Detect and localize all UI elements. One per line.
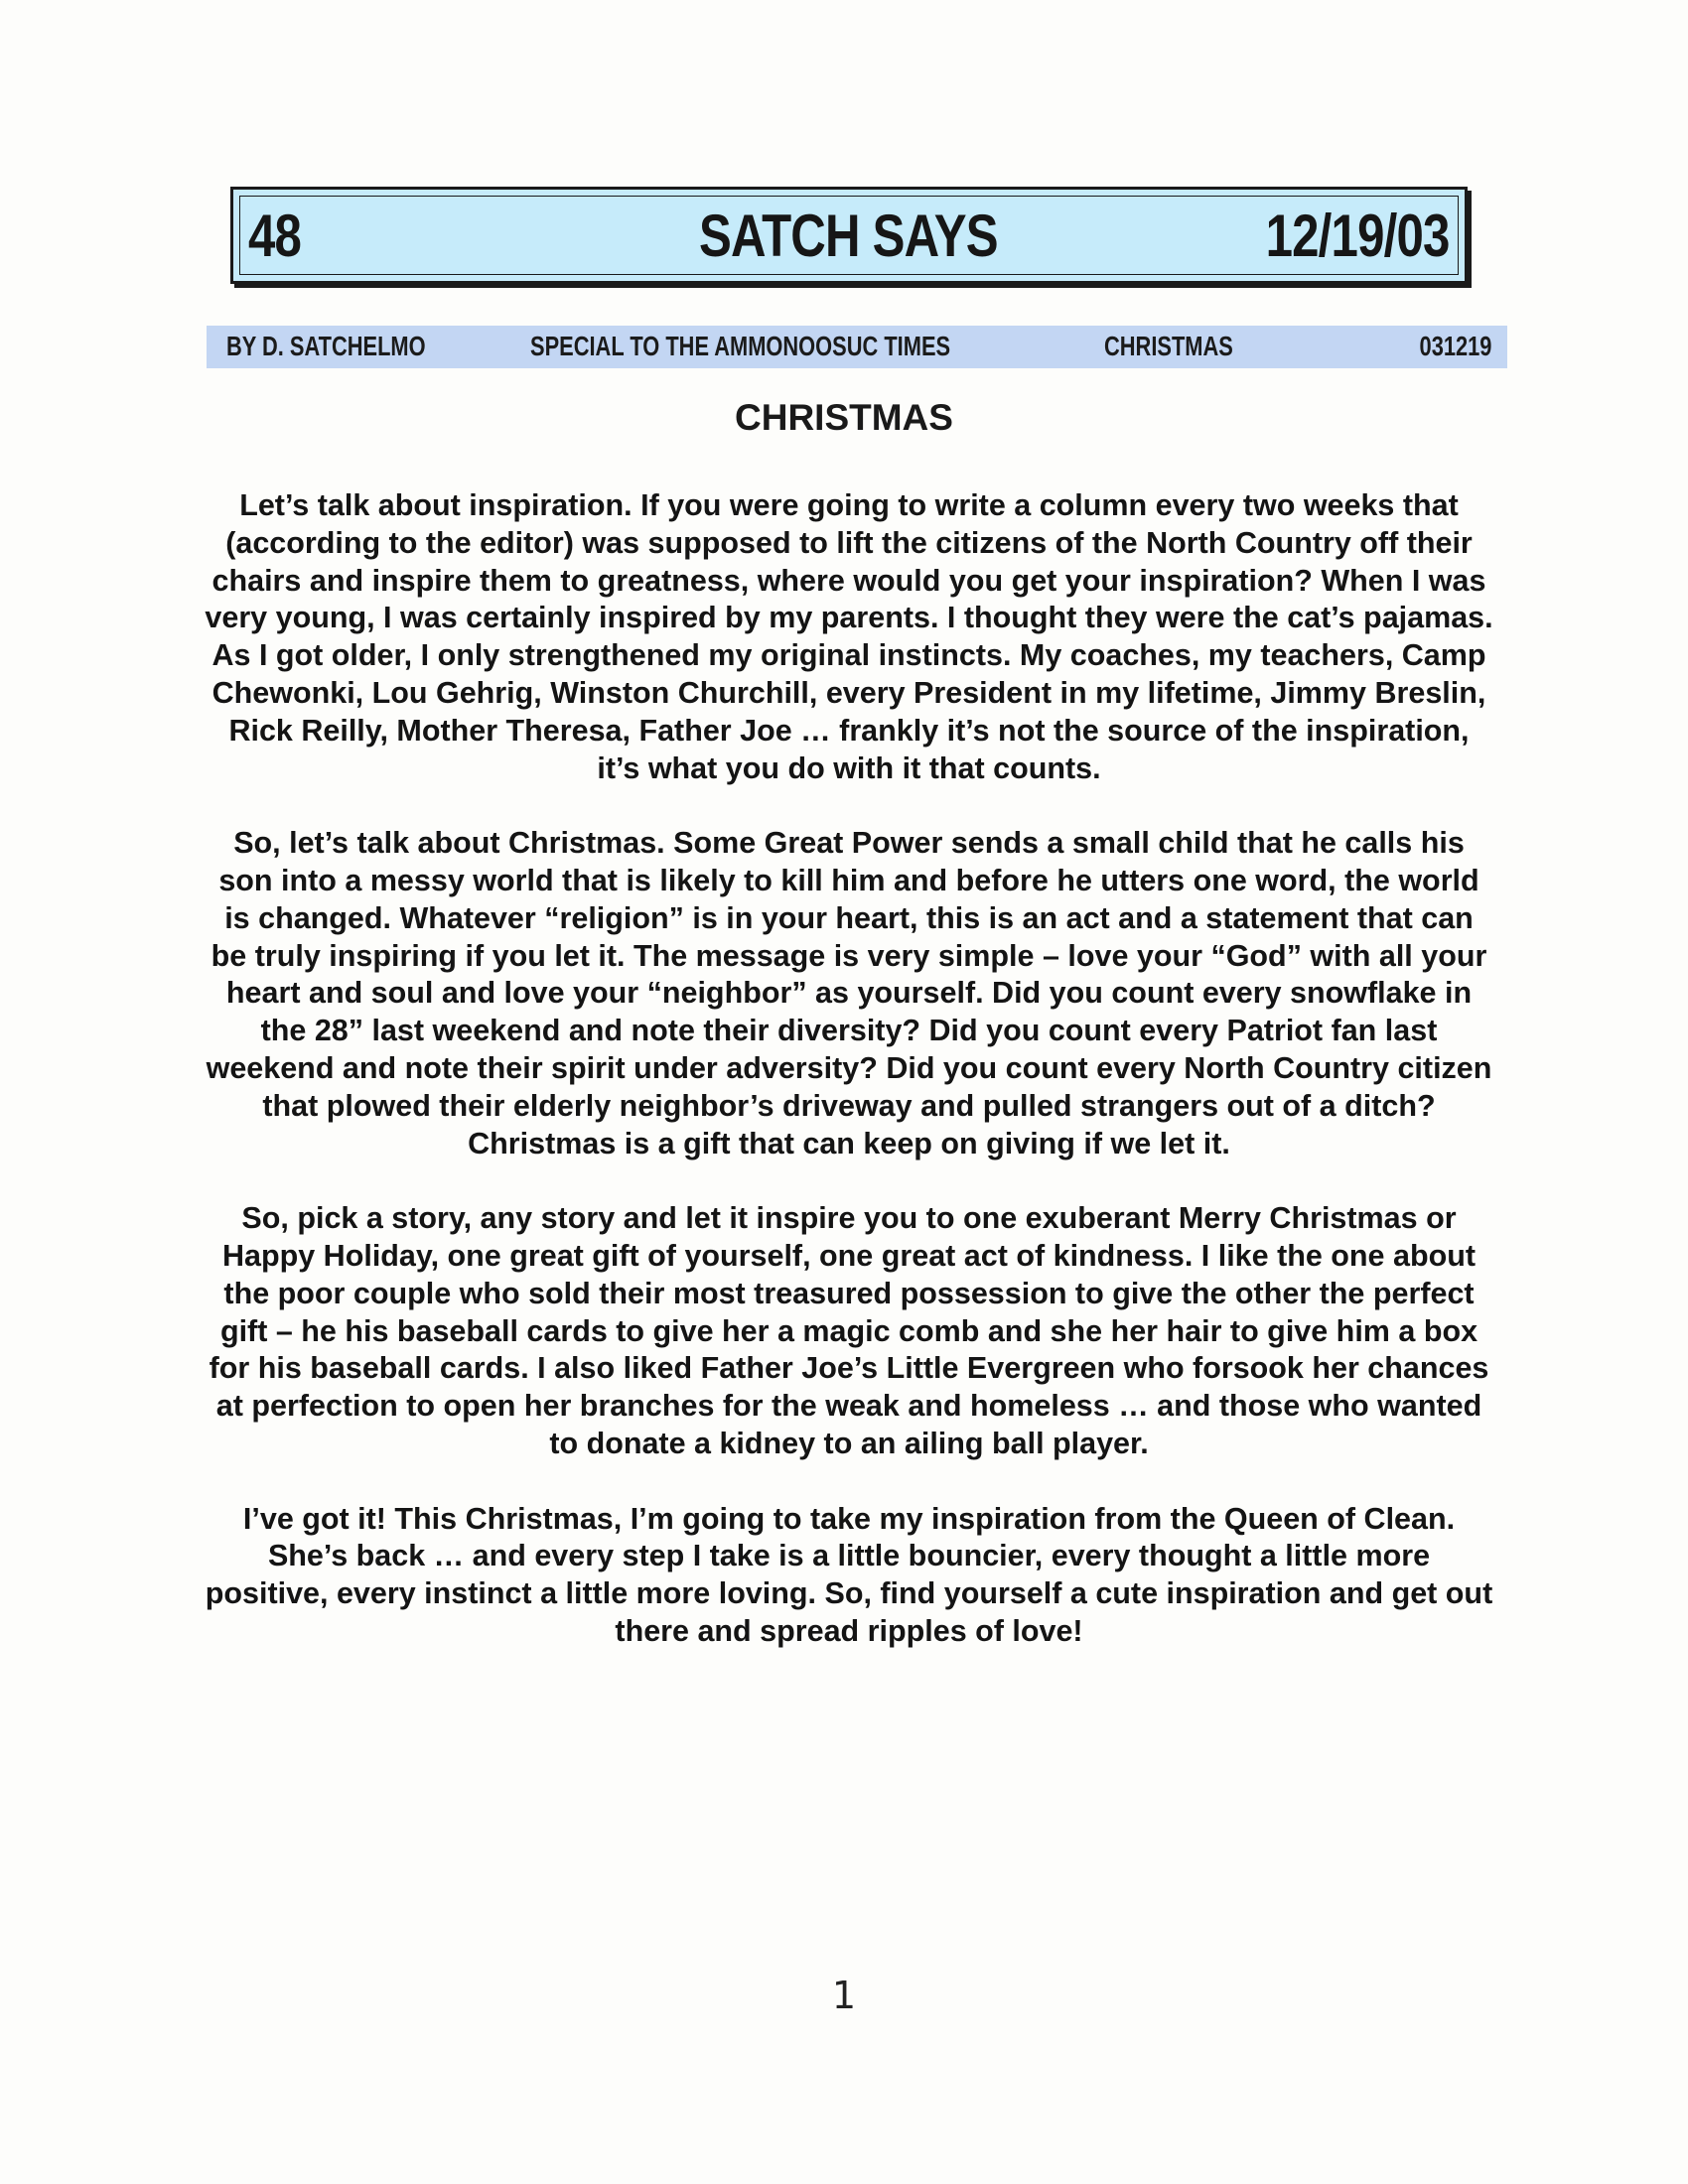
article-body: [204, 487, 1494, 1651]
issue-date: 12/19/03: [1266, 202, 1450, 269]
article-paragraph: So, let’s talk about Christmas. Some Great Power sends a small child that he calls his son into a messy world that is likely to kill him and before he utters one word, the world is changed. Whatever “religion” is in your heart, this is an act and a statement that can be truly inspiring if you let it. The message is very simple – love your “God” with all your heart and soul and love your “neighbor” as yourself. Did you count every snowflake in the 28” last weekend and note their diversity? Did you count every Patriot fan last weekend and note their spirit under adversity? Did you count every North Country citizen that plowed their elderly neighbor’s driveway and pulled strangers out of a ditch? Christmas is a gift that can keep on giving if we let it.: [206, 826, 1492, 1160]
issue-number: 48: [248, 202, 302, 269]
byline-topic: CHRISTMAS: [1104, 330, 1233, 361]
article-heading: CHRISTMAS: [735, 397, 953, 438]
page-number: 1: [831, 1974, 857, 2017]
article-paragraph: So, pick a story, any story and let it inspire you to one exuberant Merry Christmas or Happy Holiday, one great gift of yourself, one great act of kindness. I like the one about the poor couple who sold their most treasured possession to give the other the perfect gift – he his baseball cards to give her a magic comb and she her hair to give him a box for his baseball cards. I also liked Father Joe’s Little Evergreen who forsook her chances at perfection to open her branches for the weak and homeless … and those who wanted to donate a kidney to an ailing ball player.: [209, 1201, 1489, 1460]
byline-author: BY D. SATCHELMO: [226, 330, 426, 361]
byline-code: 031219: [1419, 330, 1491, 361]
masthead-inner-frame: [239, 196, 1459, 275]
byline-publication: SPECIAL TO THE AMMONOOSUC TIMES: [530, 330, 951, 361]
article-paragraph: Let’s talk about inspiration. If you were going to write a column every two weeks that (according to the editor) was supposed to lift the citizens of the North Country off their chairs and inspire them to greatness, where would you get your inspiration? When I was very young, I was certainly inspired by my parents. I thought they were the cat’s pajamas. As I got older, I only strengthened my original instincts. My coaches, my teachers, Camp Chewonki, Lou Gehrig, Winston Churchill, every President in my lifetime, Jimmy Breslin, Rick Reilly, Mother Theresa, Father Joe … frankly it’s not the source of the inspiration, it’s what you do with it that counts.: [205, 488, 1493, 785]
article-paragraph: I’ve got it! This Christmas, I’m going to take my inspiration from the Queen of Clean. She’s back … and every step I take is a little bouncier, every thought a little more positive, every instinct a little more loving. So, find yourself a cute inspiration and get out there and spread ripples of love!: [205, 1501, 1493, 1648]
column-title: SATCH SAYS: [699, 202, 998, 269]
masthead-banner: [230, 187, 1468, 284]
byline-bar: [207, 326, 1507, 368]
